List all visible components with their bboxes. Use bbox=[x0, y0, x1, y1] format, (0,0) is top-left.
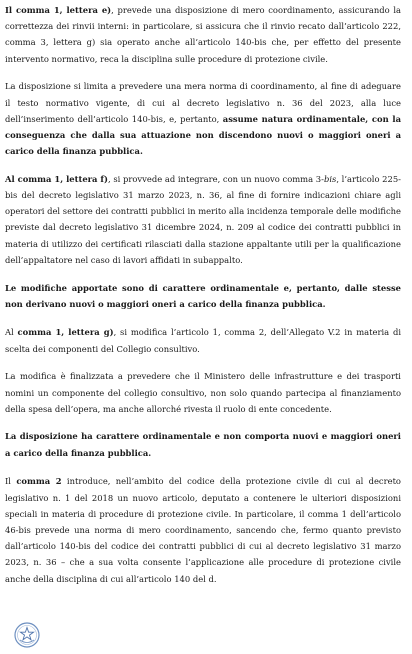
text-span: Al bbox=[5, 327, 18, 338]
paragraph-modifiche-ordinamentali bbox=[5, 280, 401, 312]
text-span: , prevede una disposizione di mero coordinamento, assicurando la correttezza dei rinvii interni: in particolare, si assicura che il rinvio recato dall’articolo 222, comma 3, lettera g) sia operato anche all’articolo 140-bis che, per effetto del presente intervento normativo, reca la disciplina sulle procedure di protezione civile. bbox=[5, 5, 401, 64]
text-span: La modifica è finalizzata a prevedere che il Ministero delle infrastrutture e dei trasporti nomini un componente del collegio consultivo, non solo quando partecipa al finanziamento della spesa dell’opera, ma anche allorché rivesta il ruolo di ente concedente. bbox=[5, 371, 401, 414]
state-emblem-seal-icon bbox=[14, 622, 40, 648]
paragraph-comma1-lettera-g bbox=[5, 324, 401, 356]
text-span: , si provvede ad integrare, con un nuovo comma 3- bbox=[108, 173, 324, 184]
paragraph-coordinamento bbox=[5, 78, 401, 159]
bold-span: Il comma 1, lettera e) bbox=[5, 5, 112, 15]
paragraph-ministero bbox=[5, 368, 401, 417]
bold-span: Al comma 1, lettera f) bbox=[5, 173, 108, 184]
text-span: La disposizione si limita a prevedere una mera norma di coordinamento, al fine di adeguare il testo normativo vigente, di cui al decreto legislativo n. 36 del 2023, alla luce dell’inserimento dell’articolo 140-bis, e, pertanto, bbox=[5, 81, 401, 124]
paragraph-comma1-lettera-f bbox=[5, 171, 401, 268]
paragraph-carattere-ordinamentale bbox=[5, 428, 401, 460]
bold-span: Le modifiche apportate sono di carattere ordinamentale e, pertanto, dalle stesse non derivano nuovi o maggiori oneri a carico della finanza pubblica. bbox=[5, 282, 401, 309]
text-span: , si modifica l’articolo 1, comma 2, dell’Allegato V.2 in materia di scelta dei componenti del Collegio consultivo. bbox=[5, 327, 402, 354]
bold-span: comma 1, lettera g) bbox=[17, 327, 114, 338]
bold-span: comma 2 bbox=[16, 476, 62, 487]
text-span: Il bbox=[5, 476, 17, 487]
paragraph-comma2 bbox=[5, 473, 401, 586]
bold-span: La disposizione ha carattere ordinamentale e non comporta nuovi e maggiori oneri a carico della finanza pubblica. bbox=[5, 431, 401, 458]
text-span: , l’articolo 225-bis del decreto legislativo 31 marzo 2023, n. 36, al fine di fornire indicazioni chiare agli operatori del settore dei contratti pubblici in merito alla incidenza temporale delle modifiche previste dal decreto legislativo 31 dicembre 2024, n. 209 al codice dei contratti pubblici in materia di utilizzo dei certificati rilasciati dalla stazione appaltante utili per la qualificazione dell’appaltatore nel caso di lavori affidati in subappalto. bbox=[5, 173, 402, 265]
italic-span: bis bbox=[323, 173, 337, 184]
text-span: introduce, nell’ambito del codice della protezione civile di cui al decreto legislativo n. 1 del 2018 un nuovo articolo, deputato a contenere le ulteriori disposizioni speciali in materia di procedure di protezione civile. In particolare, il comma 1 dell’articolo 46-bis prevede una norma di mero coordinamento, sancendo che, fermo quanto previsto dall’articolo 140-bis del codice dei contratti pubblici di cui al decreto legislativo 31 marzo 2023, n. 36 – che a sua volta consente l’applicazione alle procedure di protezione civile anche della disciplina di cui all’articolo 140 del d. bbox=[5, 476, 401, 584]
paragraph-comma1-lettera-e bbox=[5, 2, 401, 67]
bold-span: assume natura ordinamentale, con la conseguenza che dalla sua attuazione non discendono nuovi o maggiori oneri a carico della finanza pubblica. bbox=[5, 113, 402, 157]
